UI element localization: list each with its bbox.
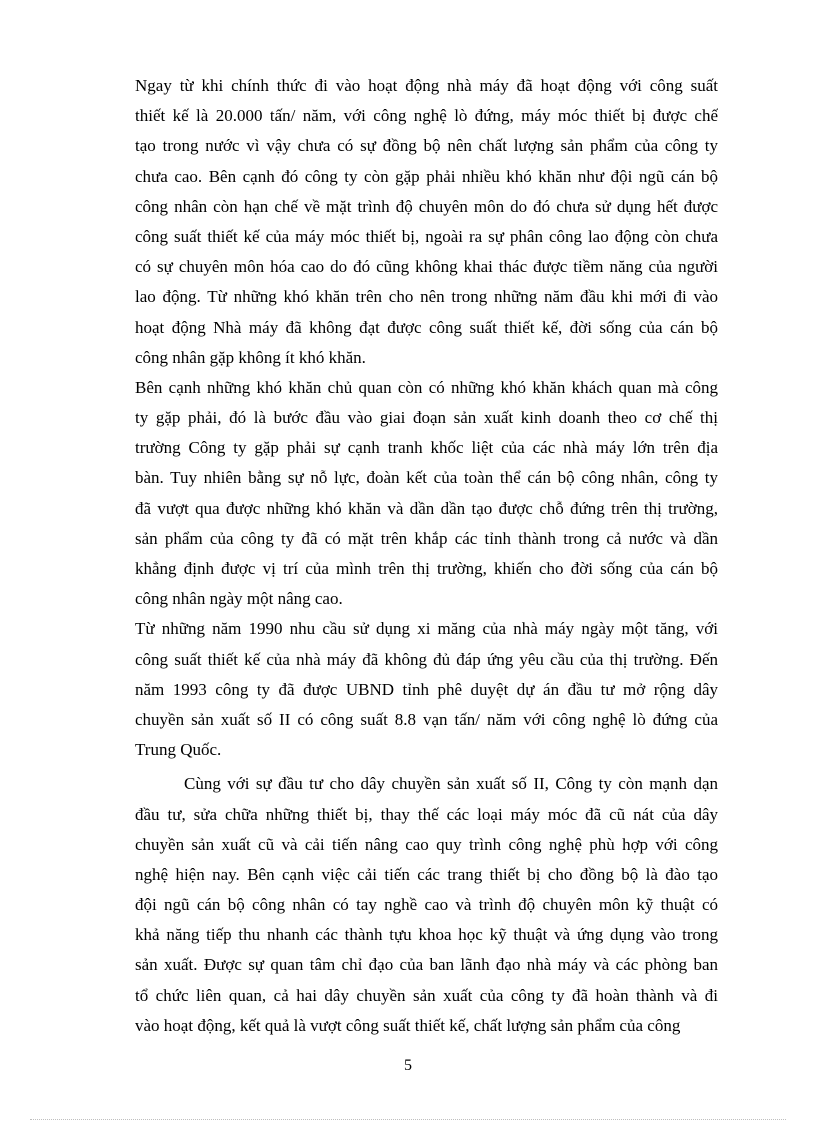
paragraph <box>135 614 718 765</box>
text-line: công nhân còn hạn chế về mặt trình độ chuyên môn do đó chưa sử dụng hết được <box>135 196 718 216</box>
text-line: Từ những năm 1990 nhu cầu sử dụng xi măng của nhà máy ngày một tăng, với <box>135 619 718 639</box>
text-line: khả năng tiếp thu nhanh các thành tựu khoa học kỹ thuật và ứng dụng vào trong <box>135 925 718 945</box>
text-line: đội ngũ cán bộ công nhân có tay nghề cao và trình độ chuyên môn kỹ thuật có <box>135 895 718 915</box>
text-line: sản xuất. Được sự quan tâm chỉ đạo của ban lãnh đạo nhà máy và các phòng ban <box>135 955 718 975</box>
text-line: tổ chức liên quan, cả hai dây chuyền sản xuất của công ty đã hoàn thành và đi <box>135 985 718 1005</box>
text-line: thiết kế là 20.000 tấn/ năm, với công nghệ lò đứng, máy móc thiết bị được chế <box>135 106 718 126</box>
text-line: sản phẩm của công ty đã có mặt trên khắp các tỉnh thành trong cả nước và dần <box>135 528 718 548</box>
text-line: công nhân ngày một nâng cao. <box>135 589 343 609</box>
text-line: năm 1993 công ty đã được UBND tỉnh phê duyệt dự án đầu tư mở rộng dây <box>135 679 718 699</box>
text-line: khẳng định được vị trí của mình trên thị trường, khiến cho đời sống của cán bộ <box>135 559 718 578</box>
text-line: đã vượt qua được những khó khăn và dần dần tạo được chỗ đứng trên thị trường, <box>135 498 718 518</box>
text-line: công suất thiết kế của máy móc thiết bị, ngoài ra sự phân công lao động còn chưa <box>135 226 718 246</box>
page-number: 5 <box>404 1057 412 1074</box>
text-line: lao động. Từ những khó khăn trên cho nên trong những năm đầu khi mới đi vào <box>135 287 718 307</box>
text-line: tạo trong nước vì vậy chưa có sự đồng bộ nên chất lượng sản phẩm của công ty <box>135 136 718 156</box>
text-line: hoạt động Nhà máy đã không đạt được công suất thiết kế, đời sống của cán bộ <box>135 317 718 337</box>
text-line: chưa cao. Bên cạnh đó công ty còn gặp phải nhiều khó khăn như đội ngũ cán bộ <box>135 166 718 186</box>
paragraph <box>135 769 718 1041</box>
text-line: vào hoạt động, kết quả là vượt công suất thiết kế, chất lượng sản phẩm của công <box>135 1015 681 1035</box>
text-line: trường Công ty gặp phải sự cạnh tranh khốc liệt của các nhà máy lớn trên địa <box>135 438 718 458</box>
paragraph <box>135 373 718 615</box>
text-line: Bên cạnh những khó khăn chủ quan còn có những khó khăn khách quan mà công <box>135 377 718 397</box>
text-line: chuyền sản xuất cũ và cải tiến nâng cao quy trình công nghệ phù hợp với công <box>135 834 718 854</box>
text-line: Cùng với sự đầu tư cho dây chuyền sản xuất số II, Công ty còn mạnh dạn <box>184 774 718 794</box>
text-line: bàn. Tuy nhiên bằng sự nỗ lực, đoàn kết của toàn thể cán bộ công nhân, công ty <box>135 468 718 488</box>
text-line: ty gặp phải, đó là bước đầu vào giai đoạn sản xuất kinh doanh theo cơ chế thị <box>135 408 718 428</box>
text-line: chuyền sản xuất số II có công suất 8.8 vạn tấn/ năm với công nghệ lò đứng của <box>135 709 718 729</box>
text-line: Trung Quốc. <box>135 740 222 760</box>
text-line: đầu tư, sửa chữa những thiết bị, thay thế các loại máy móc đã cũ nát của dây <box>135 804 718 824</box>
paragraph <box>135 71 718 373</box>
text-line: công nhân gặp không ít khó khăn. <box>135 347 366 367</box>
text-line: công suất thiết kế của nhà máy đã không đủ đáp ứng yêu cầu của thị trường. Đến <box>135 649 718 669</box>
document-body <box>135 71 718 1041</box>
text-line: nghệ hiện nay. Bên cạnh việc cải tiến các trang thiết bị cho đồng bộ là đào tạo <box>135 864 718 884</box>
text-line: có sự chuyên môn hóa cao do đó cũng không khai thác được tiềm năng của người <box>135 257 718 277</box>
text-line: Ngay từ khi chính thức đi vào hoạt động nhà máy đã hoạt động với công suất <box>135 76 718 95</box>
page-bottom-border <box>30 1119 786 1120</box>
